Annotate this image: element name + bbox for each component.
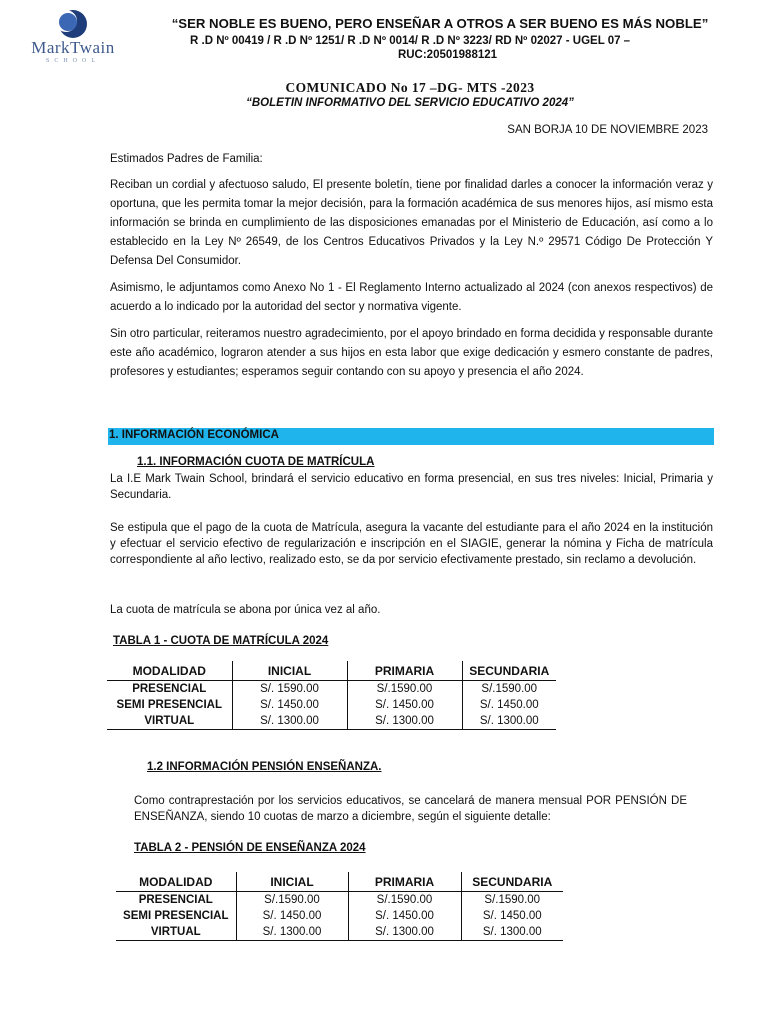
cell-primaria: S/.1590.00 — [348, 892, 461, 909]
paragraph-pension: Como contraprestación por los servicios educativos, se cancelará de manera mensual POR PENSIÓN DE ENSEÑANZA, siendo 10 cuotas de marzo a diciembre, según el siguiente detalle: — [134, 795, 687, 823]
cell-primaria: S/. 1300.00 — [347, 713, 462, 730]
cell-secundaria: S/.1590.00 — [462, 681, 556, 698]
paragraph-service: La I.E Mark Twain School, brindará el servicio educativo en forma presencial, en sus tres niveles: Inicial, Primaria y Secundaria. — [110, 473, 713, 501]
table-row — [116, 892, 563, 909]
subsection-heading-pension: 1.2 INFORMACIÓN PENSIÓN ENSEÑANZA. — [147, 761, 382, 773]
cell-secundaria: S/. 1450.00 — [461, 908, 563, 924]
table-matricula — [107, 661, 556, 730]
subsection-heading-matricula: 1.1. INFORMACIÓN CUOTA DE MATRÍCULA — [137, 456, 375, 468]
header-secundaria: SECUNDARIA — [462, 661, 556, 681]
table-1-caption: TABLA 1 - CUOTA DE MATRÍCULA 2024 — [113, 635, 329, 647]
cell-modalidad: SEMI PRESENCIAL — [116, 699, 222, 711]
header-primaria: PRIMARIA — [348, 872, 461, 892]
cell-primaria: S/. 1450.00 — [347, 697, 462, 713]
cell-inicial: S/. 1300.00 — [232, 713, 347, 730]
school-motto: “SER NOBLE ES BUENO, PERO ENSEÑAR A OTROS A SER BUENO ES MÁS NOBLE” — [171, 16, 709, 31]
paragraph-matricula-terms: Se estipula que el pago de la cuota de Matrícula, asegura la vacante del estudiante para el año 2024 en la institución y efectuar el servicio efectivo de regularización e inscripción en el SIAGIE, generar la nómina y Ficha de matrícula correspondiente al año lectivo, realizado esto, se da por servicio efectivamente prestado, sin reclamo a devolución. — [110, 522, 713, 566]
cell-modalidad: VIRTUAL — [107, 713, 232, 730]
resolutions-line: R .D Nº 00419 / R .D Nº 1251/ R .D Nº 0014/ R .D Nº 3223/ RD Nº 02027 - UGEL 07 – — [190, 35, 631, 47]
header-primaria: PRIMARIA — [347, 661, 462, 681]
ruc-line: RUC:20501988121 — [397, 49, 498, 61]
header-secundaria: SECUNDARIA — [461, 872, 563, 892]
cell-secundaria: S/. 1450.00 — [462, 697, 556, 713]
paragraph-closing: Sin otro particular, reiteramos nuestro agradecimiento, por el apoyo brindado en forma decidida y responsable durante este año académico, lograron atender a sus hijos en esta labor que exige dedicación y esmero constante de padres, profesores y estudiantes; esperamos seguir contando con su apoyo y presencia el año 2024. — [110, 328, 713, 378]
document-title: COMUNICADO No 17 –DG- MTS -2023 — [285, 80, 535, 95]
cell-secundaria: S/.1590.00 — [461, 892, 563, 909]
document-date: SAN BORJA 10 DE NOVIEMBRE 2023 — [507, 124, 708, 136]
table-row — [116, 924, 563, 941]
cell-modalidad: VIRTUAL — [116, 924, 236, 941]
logo-subtitle: SCHOOL — [45, 58, 100, 64]
cell-inicial: S/. 1450.00 — [236, 908, 348, 924]
header-inicial: INICIAL — [232, 661, 347, 681]
cell-primaria: S/. 1300.00 — [348, 924, 461, 941]
logo-name: MarkTwain — [31, 38, 115, 57]
section-heading-bar — [108, 428, 714, 445]
table-row — [107, 697, 556, 713]
school-logo — [8, 8, 138, 70]
header-modalidad: MODALIDAD — [116, 872, 236, 892]
cell-modalidad: PRESENCIAL — [132, 683, 207, 695]
table-header-row — [107, 661, 556, 681]
table-row — [107, 681, 556, 698]
document-subtitle: “BOLETIN INFORMATIVO DEL SERVICIO EDUCATIVO 2024” — [246, 97, 574, 109]
greeting: Estimados Padres de Familia: — [110, 153, 263, 165]
paragraph-matricula-once: La cuota de matrícula se abona por única vez al año. — [110, 604, 381, 616]
table-header-row — [116, 872, 563, 892]
table-2-caption: TABLA 2 - PENSIÓN DE ENSEÑANZA 2024 — [134, 842, 366, 854]
table-row — [107, 713, 556, 730]
cell-inicial: S/.1590.00 — [236, 892, 348, 909]
cell-inicial: S/. 1590.00 — [232, 681, 347, 698]
cell-secundaria: S/. 1300.00 — [462, 713, 556, 730]
paragraph-annex: Asimismo, le adjuntamos como Anexo No 1 - El Reglamento Interno actualizado al 2024 (con anexos respectivos) de acuerdo a lo indicado por la autoridad del sector y normativa vigente. — [110, 282, 713, 313]
cell-modalidad: SEMI PRESENCIAL — [123, 910, 229, 922]
header-modalidad: MODALIDAD — [107, 661, 232, 681]
paragraph-intro: Reciban un cordial y afectuoso saludo, El presente boletín, tiene por finalidad darles a conocer la información veraz y oportuna, que les permita tomar la mejor decisión, para la formación académica de sus menores hijos, así mismo esta información se brinda en cumplimiento de las disposiciones emanadas por el Ministerio de Educación, así como a lo establecido en la Ley Nº 26549, de los Centros Educativos Privados y la Ley N.º 29571 Código De Protección Y Defensa Del Consumidor. — [110, 179, 713, 267]
section-heading: 1. INFORMACIÓN ECONÓMICA — [109, 429, 279, 441]
table-pension — [116, 872, 563, 941]
cell-modalidad: PRESENCIAL — [138, 894, 213, 906]
cell-primaria: S/.1590.00 — [347, 681, 462, 698]
cell-inicial: S/. 1450.00 — [232, 697, 347, 713]
cell-secundaria: S/. 1300.00 — [461, 924, 563, 941]
table-row — [116, 908, 563, 924]
cell-inicial: S/. 1300.00 — [236, 924, 348, 941]
header-inicial: INICIAL — [236, 872, 348, 892]
cell-primaria: S/. 1450.00 — [348, 908, 461, 924]
